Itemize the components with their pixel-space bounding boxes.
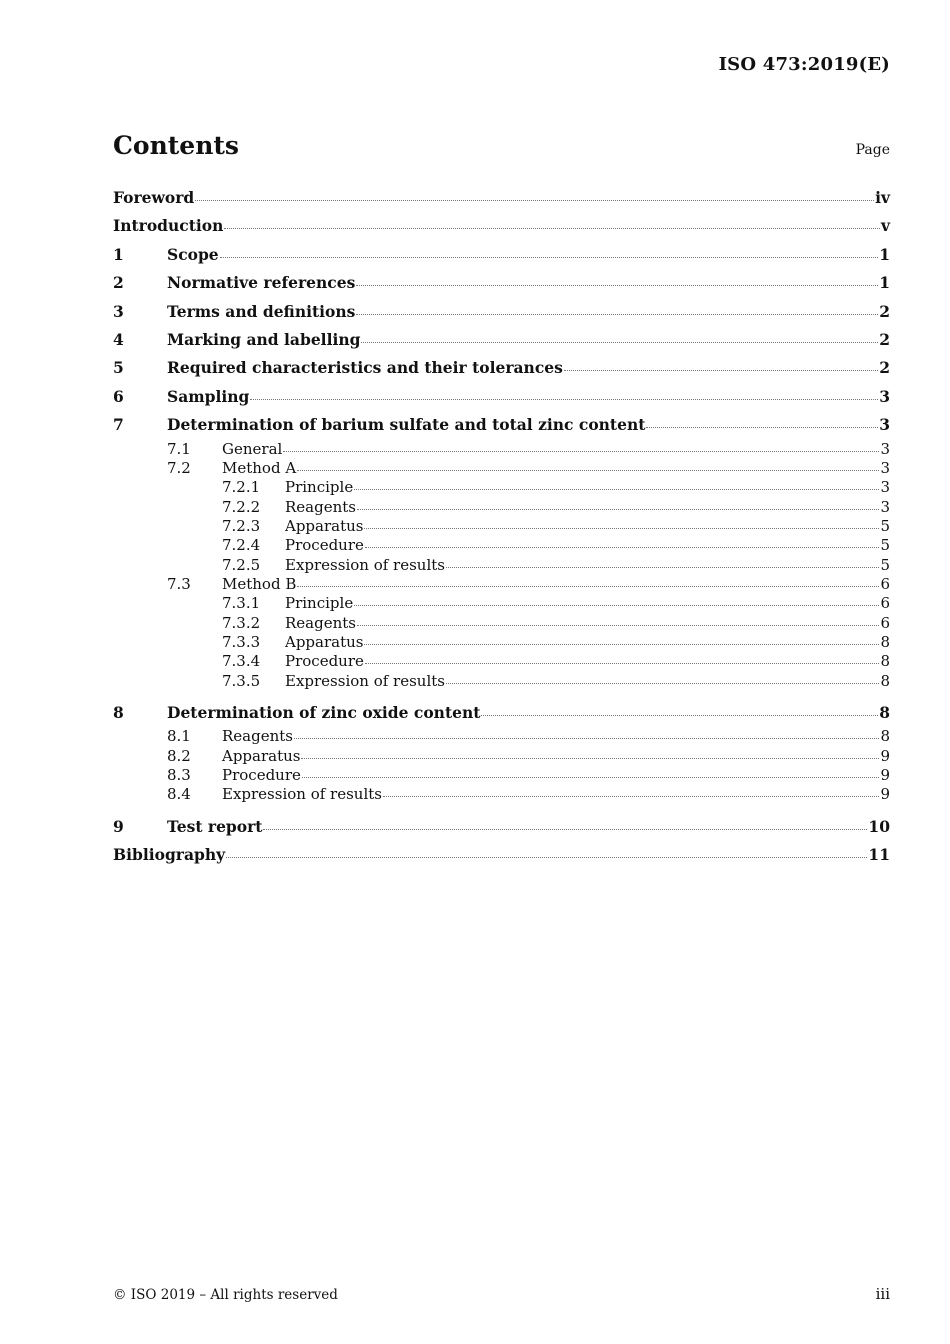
- dot-leader: [226, 855, 867, 858]
- toc-entry-page: 2: [879, 301, 890, 321]
- table-of-contents: [113, 184, 890, 870]
- toc-entry-label: Reagents: [222, 727, 293, 746]
- toc-entry-label: Method A: [222, 458, 297, 477]
- toc-entry-label: Expression of results: [285, 671, 445, 690]
- toc-entry-page: 5: [880, 536, 890, 555]
- toc-entry-label: Determination of zinc oxide content: [167, 702, 481, 722]
- dot-leader: [383, 794, 879, 797]
- page-title: Contents: [113, 131, 240, 160]
- toc-entry[interactable]: [113, 184, 890, 212]
- toc-entry[interactable]: [113, 633, 890, 652]
- toc-entry[interactable]: [113, 747, 890, 766]
- dot-leader: [354, 603, 879, 606]
- toc-entry[interactable]: [113, 652, 890, 671]
- toc-entry-number: 7: [113, 415, 124, 435]
- toc-entry-label: Scope: [167, 244, 219, 264]
- dot-leader: [250, 397, 878, 400]
- toc-entry[interactable]: [113, 699, 890, 727]
- dot-leader: [297, 584, 879, 587]
- toc-entry[interactable]: [113, 212, 890, 240]
- toc-entry-label: Test report: [167, 816, 263, 836]
- page-number: iii: [875, 1285, 890, 1303]
- toc-entry-label: Required characteristics and their tolerances: [167, 358, 563, 378]
- toc-entry-number: 7.2.3: [222, 516, 261, 535]
- page-column-label: Page: [855, 142, 890, 158]
- toc-entry-page: 3: [880, 497, 890, 516]
- toc-entry[interactable]: [113, 498, 890, 517]
- toc-entry[interactable]: [113, 478, 890, 497]
- toc-entry-number: 7.2.5: [222, 555, 261, 574]
- toc-entry[interactable]: [113, 269, 890, 297]
- toc-entry[interactable]: [113, 459, 890, 478]
- toc-entry[interactable]: [113, 440, 890, 459]
- toc-entry-number: 8.2: [167, 746, 191, 765]
- dot-leader: [357, 507, 879, 510]
- toc-entry-page: 8: [880, 671, 890, 690]
- toc-entry[interactable]: [113, 727, 890, 746]
- toc-entry[interactable]: [113, 841, 890, 869]
- document-id: ISO 473:2019(E): [718, 54, 890, 75]
- toc-entry-number: 7.2.4: [222, 536, 261, 555]
- toc-entry-label: Determination of barium sulfate and total zinc content: [167, 415, 646, 435]
- toc-entry-page: 9: [880, 746, 890, 765]
- toc-entry-label: Principle: [285, 478, 354, 497]
- toc-entry-label: Apparatus: [285, 516, 364, 535]
- dot-leader: [356, 312, 878, 315]
- toc-entry[interactable]: [113, 766, 890, 785]
- dot-leader: [361, 340, 878, 343]
- toc-entry-page: iv: [875, 188, 890, 207]
- toc-entry-label: Expression of results: [222, 785, 382, 804]
- dot-leader: [283, 449, 879, 452]
- toc-entry-page: v: [880, 216, 890, 236]
- toc-entry-label: Terms and definitions: [167, 301, 356, 321]
- toc-entry-page: 9: [880, 766, 890, 785]
- dot-leader: [294, 736, 879, 739]
- toc-entry-page: 1: [879, 273, 890, 293]
- toc-entry-label: Apparatus: [222, 746, 301, 765]
- dot-leader: [446, 565, 879, 568]
- toc-entry-number: 7.3.4: [222, 652, 261, 671]
- toc-entry-number: 7.2.2: [222, 497, 261, 516]
- dot-leader: [564, 368, 878, 371]
- toc-entry[interactable]: [113, 785, 890, 804]
- dot-leader: [364, 526, 879, 529]
- toc-entry-label: Procedure: [222, 766, 301, 785]
- dot-leader: [195, 198, 874, 201]
- toc-entry-number: 8: [113, 702, 124, 722]
- toc-entry-label: Marking and labelling: [167, 329, 361, 349]
- toc-entry-label: Reagents: [285, 497, 356, 516]
- toc-entry[interactable]: [113, 672, 890, 691]
- dot-leader: [365, 661, 880, 664]
- toc-entry[interactable]: [113, 411, 890, 439]
- toc-entry-page: 6: [880, 574, 890, 593]
- dot-leader: [357, 623, 879, 626]
- toc-entry-number: 3: [113, 301, 124, 321]
- toc-entry-page: 5: [880, 516, 890, 535]
- dot-leader: [446, 681, 879, 684]
- toc-entry-label: Reagents: [285, 613, 356, 632]
- toc-entry-number: 1: [113, 244, 124, 264]
- toc-entry[interactable]: [113, 517, 890, 536]
- dot-leader: [302, 775, 880, 778]
- dot-leader: [301, 756, 879, 759]
- dot-leader: [354, 487, 879, 490]
- toc-entry-number: 7.3: [167, 574, 191, 593]
- toc-entry[interactable]: [113, 383, 890, 411]
- toc-entry-number: 4: [113, 329, 124, 349]
- toc-entry-page: 10: [868, 816, 890, 836]
- toc-entry-number: 7.2: [167, 458, 191, 477]
- toc-entry-page: 3: [880, 458, 890, 477]
- toc-entry-page: 2: [879, 329, 890, 349]
- toc-entry[interactable]: [113, 614, 890, 633]
- dot-leader: [481, 713, 878, 716]
- toc-entry-page: 11: [868, 845, 890, 865]
- dot-leader: [646, 425, 878, 428]
- toc-entry-label: Apparatus: [285, 632, 364, 651]
- toc-entry-label: Bibliography: [113, 845, 226, 865]
- toc-entry-label: Normative references: [167, 273, 356, 293]
- toc-entry-page: 2: [879, 358, 890, 378]
- toc-entry-page: 6: [880, 594, 890, 613]
- dot-leader: [297, 468, 879, 471]
- toc-entry-label: General: [222, 439, 283, 458]
- toc-entry-number: 7.1: [167, 439, 191, 458]
- toc-entry-number: 6: [113, 386, 124, 406]
- dot-leader: [365, 545, 880, 548]
- toc-entry-number: 7.2.1: [222, 478, 261, 497]
- toc-entry[interactable]: [113, 556, 890, 575]
- dot-leader: [263, 827, 867, 830]
- toc-entry-label: Introduction: [113, 216, 224, 236]
- toc-entry-label: Procedure: [285, 536, 364, 555]
- copyright-notice: © ISO 2019 – All rights reserved: [113, 1287, 338, 1303]
- toc-entry[interactable]: [113, 326, 890, 354]
- toc-entry-label: Foreword: [113, 188, 195, 207]
- toc-entry-page: 9: [880, 785, 890, 804]
- toc-entry-number: 8.3: [167, 766, 191, 785]
- toc-entry-page: 6: [880, 613, 890, 632]
- toc-entry-page: 3: [879, 386, 890, 406]
- dot-leader: [224, 226, 880, 229]
- toc-entry[interactable]: [113, 536, 890, 555]
- toc-entry-page: 5: [880, 555, 890, 574]
- dot-leader: [364, 642, 879, 645]
- toc-entry-label: Method B: [222, 574, 297, 593]
- dot-leader: [220, 255, 879, 258]
- toc-entry-number: 7.3.1: [222, 594, 261, 613]
- toc-entry-number: 8.1: [167, 727, 191, 746]
- toc-entry-label: Sampling: [167, 386, 250, 406]
- toc-entry-label: Procedure: [285, 652, 364, 671]
- toc-entry-page: 1: [879, 244, 890, 264]
- page-footer: [113, 1285, 890, 1303]
- toc-entry-page: 3: [880, 439, 890, 458]
- toc-entry-page: 8: [879, 702, 890, 722]
- toc-entry[interactable]: [113, 813, 890, 841]
- toc-entry-label: Expression of results: [285, 555, 445, 574]
- toc-entry-number: 9: [113, 816, 124, 836]
- dot-leader: [356, 283, 878, 286]
- toc-entry-number: 7.3.2: [222, 613, 261, 632]
- toc-entry-page: 3: [879, 415, 890, 435]
- toc-entry-page: 8: [880, 727, 890, 746]
- toc-entry-number: 2: [113, 273, 124, 293]
- toc-entry-number: 8.4: [167, 785, 191, 804]
- toc-entry-label: Principle: [285, 594, 354, 613]
- contents-header: [113, 131, 890, 160]
- toc-entry[interactable]: [113, 594, 890, 613]
- toc-entry-number: 7.3.5: [222, 671, 261, 690]
- toc-entry-page: 3: [880, 478, 890, 497]
- toc-entry-page: 8: [880, 632, 890, 651]
- toc-entry[interactable]: [113, 298, 890, 326]
- toc-entry-page: 8: [880, 652, 890, 671]
- toc-entry-number: 5: [113, 358, 124, 378]
- toc-entry[interactable]: [113, 354, 890, 382]
- toc-entry[interactable]: [113, 575, 890, 594]
- toc-entry[interactable]: [113, 241, 890, 269]
- toc-entry-number: 7.3.3: [222, 632, 261, 651]
